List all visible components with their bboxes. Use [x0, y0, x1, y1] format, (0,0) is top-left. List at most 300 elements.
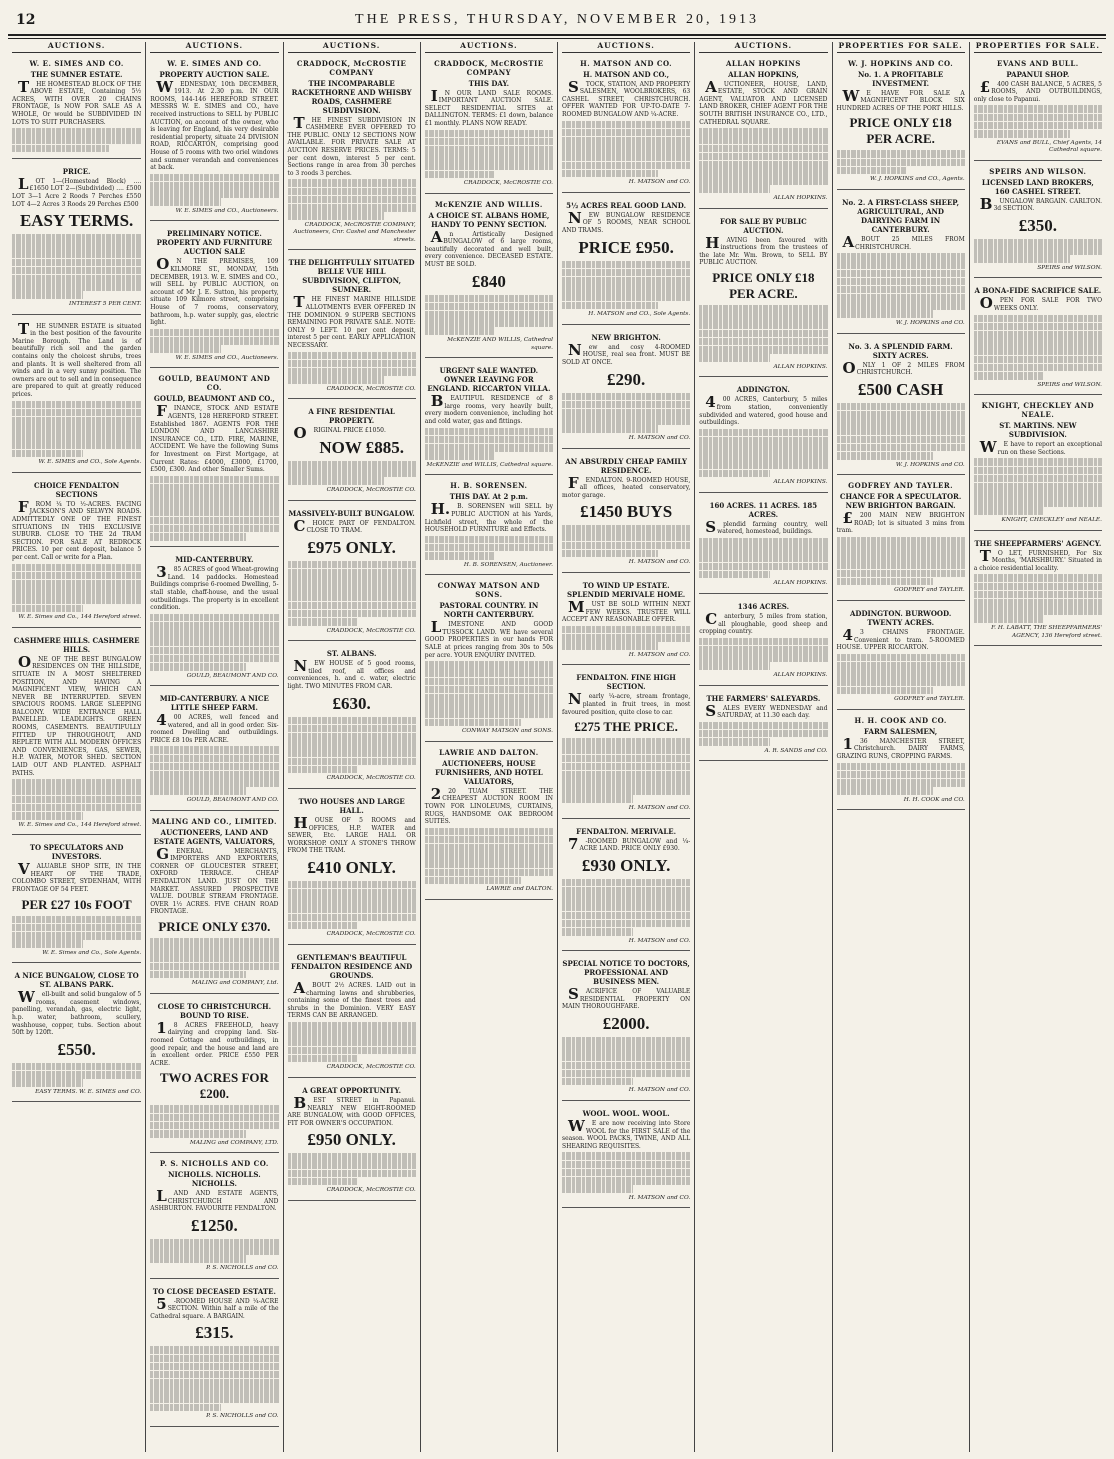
- body-text-line: [837, 167, 908, 175]
- ad-body-text: WE are now receiving into Store WOOL for the FIRST SALE of the season. WOOL PACKS, TWINE, AND ALL SHEARING REQUISITES.: [562, 1117, 691, 1150]
- ad-signature: CRADDOCK, McCROSTIE CO.: [326, 385, 416, 392]
- ad-signature: McKENZIE AND WILLIS, Cathedral square.: [447, 337, 553, 351]
- body-text-line: [288, 741, 416, 749]
- body-text-line: [562, 626, 690, 634]
- ad-body-text: AUCTIONEER, HOUSE, LAND, ESTATE, STOCK AND GRAIN AGENT, VALUATOR AND LICENSED LAND BROKER, CHIEF AGENT FOR THE SOUTH BRITISH INSURANCE CO., LTD., CATHEDRAL SQUARE.: [699, 77, 828, 126]
- ad-headline: SPECIAL NOTICE TO DOCTORS, PROFESSIONAL AND BUSINESS MEN.: [562, 959, 690, 987]
- body-text-line: [12, 234, 141, 242]
- body-text-line: [425, 852, 553, 860]
- column-4: [420, 42, 557, 1452]
- body-text-line: [150, 492, 278, 500]
- body-text-line: [699, 722, 827, 730]
- body-text-line: [425, 877, 521, 885]
- ad-signature: H. MATSON and CO., Sole Agents.: [588, 311, 691, 318]
- ad-headline: THIS DAY. At 2 p.m.: [449, 492, 528, 502]
- body-text-line: [288, 922, 359, 930]
- ad-price: PRICE £950.: [578, 237, 674, 257]
- advertisement: [837, 604, 965, 710]
- body-text-line: [974, 615, 1045, 623]
- ad-signature: ALLAN HOPKINS.: [773, 671, 828, 678]
- ad-signature: H. MATSON and CO.: [628, 1194, 691, 1201]
- body-text-line: [562, 634, 690, 642]
- ad-body-text: Well-built and solid bungalow of 5 rooms, casement windows, panelling, verandah, gas, electric light, h.p. water, bathroom, scullery, washhouse, copper, tubs. Section about 50ft by 120ft.: [12, 988, 142, 1037]
- body-text-line: [425, 869, 553, 877]
- body-text-line: [150, 779, 278, 787]
- body-text-line: [974, 114, 1102, 122]
- ad-headline: PAPANUI SHOP.: [1006, 69, 1070, 79]
- ad-body-text: SACRIFICE OF VALUABLE RESIDENTIAL PROPERTY ON MAIN THOROUGHFARE.: [562, 985, 691, 1011]
- body-text-line: [837, 687, 933, 695]
- body-text-line: [425, 138, 553, 146]
- advertisement: [12, 318, 141, 473]
- body-text-line: [562, 542, 690, 550]
- advertisement: [974, 534, 1102, 647]
- ad-headline: PROPERTY AUCTION SALE.: [159, 69, 270, 79]
- advertiser-name: H. H. COOK AND CO.: [854, 715, 947, 725]
- body-text-line: [12, 932, 141, 940]
- body-text-line: [974, 475, 1102, 483]
- body-text-line: [837, 654, 965, 662]
- body-text-line: [288, 561, 416, 569]
- body-text-line: [974, 491, 1102, 499]
- body-text-line: [974, 483, 1102, 491]
- body-text-line: [150, 329, 278, 337]
- ad-price: £1450 BUYS: [580, 502, 673, 522]
- ad-headline: PRELIMINARY NOTICE. PROPERTY AND FURNITURE AUCTION SALE: [156, 229, 273, 257]
- ad-body-text: BEST STREET in Papanui. NEARLY NEW EIGHT-ROOMED ARE BUNGALOW, with GOOD OFFICES, FIT FOR OWNER'S OCCUPATION.: [287, 1093, 416, 1127]
- ad-headline: AN ABSURDLY CHEAP FAMILY RESIDENCE.: [565, 456, 687, 475]
- advertisement: [288, 1081, 416, 1201]
- body-text-line: [425, 452, 496, 460]
- ad-body-text: STOCK, STATION, AND PROPERTY SALESMEN, WOOLBROKERS, 63 CASHEL STREET, CHRISTCHURCH. OFFER WANTED FOR UP-TO-DATE 7-ROOMED BUNGALOW AND ¼-ACRE.: [562, 77, 691, 118]
- ad-headline: TWO HOUSES AND LARGE HALL.: [298, 796, 405, 815]
- ad-headline: CHOICE FENDALTON SECTIONS: [34, 480, 120, 499]
- body-text-line: [837, 452, 933, 460]
- ad-price: £2000.: [602, 1013, 650, 1033]
- body-text-line: [837, 403, 965, 411]
- body-text-line: [562, 763, 690, 771]
- ad-headline: ADDINGTON. BURWOOD. TWENTY ACRES.: [849, 609, 952, 628]
- ad-body-text: 7-ROOMED BUNGALOW and ¼-ACRE LAND. PRICE ONLY £930.: [568, 834, 691, 853]
- body-text-line: [288, 368, 416, 376]
- ad-body-text: MUST BE SOLD WITHIN NEXT FEW WEEKS. TRUSTEE WILL ACCEPT ANY REASONABLE OFFER.: [562, 598, 691, 624]
- ad-price: £950 ONLY.: [307, 1130, 396, 1150]
- body-text-line: [288, 1170, 416, 1178]
- body-text-line: [425, 828, 553, 836]
- column-8: [969, 42, 1106, 1452]
- ad-signature: SPEIRS and WILSON.: [1037, 381, 1102, 388]
- body-text-line: [288, 733, 416, 741]
- body-text-line: [837, 159, 965, 167]
- body-text-line: [837, 553, 965, 561]
- ad-price: £275 THE PRICE.: [574, 719, 678, 735]
- ad-body-text: Canterbury, 5 miles from station, all ploughable, good sheep and cropping country.: [699, 609, 828, 636]
- body-text-line: [699, 738, 770, 746]
- body-text-line: [699, 128, 827, 136]
- ad-signature: INTEREST 5 PER CENT.: [69, 301, 142, 307]
- body-text-line: [150, 508, 278, 516]
- ad-body-text: 220 TUAM STREET. THE CHEAPEST AUCTION ROOM IN TOWN FOR LINOLEUMS, CURTAINS, RUGS, HANDSOME OAK BEDROOM SUITES.: [424, 784, 553, 826]
- body-text-line: [288, 766, 359, 774]
- body-text-line: [288, 749, 416, 757]
- ad-headline: TO SPECULATORS AND INVESTORS.: [29, 843, 124, 862]
- body-text-line: [562, 1053, 690, 1061]
- body-text-line: [150, 533, 246, 541]
- advertisement: [425, 361, 553, 475]
- column-2: [145, 42, 282, 1452]
- body-text-line: [288, 376, 384, 384]
- body-text-line: [425, 146, 553, 154]
- ad-signature: CRADDOCK, McCROSTIE CO.: [326, 1064, 416, 1071]
- body-text-line: [837, 779, 965, 787]
- ad-headline: CLOSE TO CHRISTCHURCH. BOUND TO RISE.: [157, 1001, 272, 1020]
- advertisement: [837, 193, 965, 334]
- body-text-line: [425, 130, 553, 138]
- body-text-line: [150, 198, 221, 206]
- advertiser-name: GOULD, BEAUMONT AND CO.: [158, 374, 271, 393]
- body-text-line: [288, 905, 416, 913]
- body-text-line: [288, 897, 416, 905]
- body-text-line: [837, 771, 965, 779]
- advertiser-name: SPEIRS AND WILSON.: [989, 166, 1087, 176]
- body-text-line: [425, 171, 496, 179]
- body-text-line: [288, 569, 416, 577]
- body-text-line: [150, 1371, 278, 1379]
- ad-headline: PRICE.: [62, 166, 91, 176]
- advertisement: [562, 668, 690, 818]
- body-text-line: [699, 571, 770, 579]
- body-text-line: [562, 912, 690, 920]
- ad-headline: 160 ACRES. 11 ACRES. 185 ACRES.: [709, 500, 818, 519]
- body-text-line: [425, 860, 553, 868]
- ad-signature: McKENZIE and WILLIS, Cathedral square.: [426, 461, 553, 468]
- ad-signature: H. MATSON and CO.: [628, 559, 691, 566]
- body-text-line: [562, 417, 690, 425]
- ad-signature: GOULD, BEAUMONT AND CO.: [186, 672, 279, 679]
- ad-signature: H. MATSON and CO.: [628, 1087, 691, 1094]
- ad-signature: SPEIRS and WILSON.: [1037, 264, 1102, 271]
- body-text-line: [837, 302, 965, 310]
- advertisement: [974, 56, 1102, 161]
- body-text-line: [12, 409, 141, 417]
- ad-signature: ALLAN HOPKINS.: [773, 363, 828, 370]
- advertisement: [425, 745, 553, 900]
- body-text-line: [425, 661, 553, 669]
- body-text-line: [699, 554, 827, 562]
- ad-headline: 5½ ACRES REAL GOOD LAND.: [566, 200, 687, 210]
- body-text-line: [562, 1185, 633, 1193]
- ad-body-text: 5-ROOMED HOUSE AND ¼-ACRE SECTION. Within half a mile of the Cathedral square. A BARGAIN.: [150, 1294, 279, 1320]
- body-text-line: [288, 477, 384, 485]
- ad-body-text: BEAUTIFUL RESIDENCE of 8 large rooms, very heavily built, every modern convenience, including hot and cold water, gas and fittings.: [424, 392, 553, 425]
- ad-signature: ALLAN HOPKINS.: [773, 195, 828, 202]
- body-text-line: [837, 427, 965, 435]
- body-text-line: [150, 1363, 278, 1371]
- body-text-line: [837, 570, 965, 578]
- body-text-line: [837, 419, 965, 427]
- body-text-line: [699, 338, 827, 346]
- body-text-line: [974, 239, 1102, 247]
- ad-body-text: ONE OF THE BEST BUNGALOW RESIDENCES ON THE HILLSIDE, SITUATE IN A MOST SHELTERED POSITION, AND HAVING A MAGNIFICENT VIEW, WHICH CAN NEVER BE INTERRUPTED. SEVEN SPACIOUS ROOMS. LARGE SLEEPING BALCONY. WIDE ENTRANCE HALL PANELLED. LEADLIGHTS. GREEN ROOMS, CASEMENTS. BEAUTIFULLY FITTED UP THROUGHOUT, AND REPLETE WITH ALL MODERN OFFICES AND CONVENIENCES, GAS, SEWER, H.P. WATER, MOTOR SHED. SECTION LAID OUT AND PLANTED. ASPHALT PATHS.: [12, 652, 142, 777]
- ad-headline: NICHOLLS. NICHOLLS. NICHOLLS.: [168, 1170, 261, 1189]
- body-text-line: [12, 441, 141, 449]
- body-text-line: [288, 1047, 416, 1055]
- body-text-line: [562, 129, 690, 137]
- advertiser-name: P. S. NICHOLLS AND CO.: [159, 1159, 269, 1169]
- body-text-line: [150, 663, 246, 671]
- advertiser-name: CRADDOCK, McCROSTIE COMPANY: [296, 58, 407, 77]
- body-text-line: [425, 844, 553, 852]
- advertisement: [699, 380, 827, 493]
- body-text-line: [974, 599, 1102, 607]
- body-text-line: [150, 1355, 278, 1363]
- ad-signature: MALING and COMPANY, LTD.: [189, 1139, 279, 1146]
- ad-price: PER £27 10s FOOT: [21, 896, 132, 912]
- ad-signature: A. R. SANDS and CO.: [764, 747, 828, 754]
- body-text-line: [837, 150, 965, 158]
- ad-body-text: Nearly ¼-acre, stream frontage, planted in fruit trees, in most favoured position, quite close to car.: [562, 690, 691, 716]
- body-text-line: [288, 179, 416, 187]
- body-text-line: [562, 1177, 690, 1185]
- advertiser-name: MALING AND CO., LIMITED.: [151, 816, 277, 826]
- ad-body-text: FINANCE, STOCK AND ESTATE AGENTS, 128 HEREFORD STREET. Established 1867. AGENTS FOR THE LONDON AND LANCASHIRE INSURANCE CO., LTD. FIRE, MARINE, ACCIDENT. We have the following Sums for Investment on First Mortgage, at Current Rates: £4000, £3000, £1700, £500, £300. And other Smaller Sums.: [150, 402, 279, 474]
- body-text-line: [562, 779, 690, 787]
- body-text-line: [974, 467, 1102, 475]
- body-text-line: [562, 795, 633, 803]
- body-text-line: [974, 347, 1102, 355]
- body-text-line: [562, 1062, 690, 1070]
- body-text-line: [150, 622, 278, 630]
- body-text-line: [12, 275, 141, 283]
- body-text-line: [699, 646, 827, 654]
- ad-body-text: ORIGINAL PRICE £1050.: [293, 424, 386, 443]
- body-text-line: [12, 1071, 141, 1079]
- body-text-line: [12, 916, 141, 924]
- body-text-line: [837, 411, 965, 419]
- body-text-line: [974, 323, 1102, 331]
- advertisement: [150, 550, 278, 686]
- advertisement: [288, 948, 416, 1078]
- body-text-line: [562, 903, 690, 911]
- ad-price: TWO ACRES FOR £200.: [159, 1070, 269, 1102]
- ad-headline: No. 1. A PROFITABLE INVESTMENT.: [857, 69, 944, 88]
- ad-headline: FENDALTON. FINE HIGH SECTION.: [576, 673, 676, 692]
- body-text-line: [12, 605, 83, 613]
- ad-headline: ALLAN HOPKINS,: [728, 69, 799, 79]
- ad-signature: CRADDOCK, McCROSTIE COMPANY, Auctioneers, Cnr. Cashel and Manchester streets.: [293, 221, 416, 243]
- ad-body-text: THE HOMESTEAD BLOCK OF THE ABOVE ESTATE, Containing 5½ ACRES, WITH OVER 20 CHAINS FRONTAGE, Is NOW FOR SALE AS A WHOLE, Or would be SUBDIVIDED IN LOTS TO SUIT PURCHASERS.: [12, 77, 142, 126]
- body-text-line: [562, 771, 690, 779]
- body-text-line: [150, 500, 278, 508]
- body-text-line: [562, 145, 690, 153]
- body-text-line: [288, 758, 416, 766]
- advertisement: [699, 689, 827, 762]
- column-5: [557, 42, 694, 1452]
- column-heading: PROPERTIES FOR SALE.: [837, 42, 965, 53]
- body-text-line: [425, 686, 553, 694]
- newspaper-title: THE PRESS, THURSDAY, NOVEMBER 20, 1913: [355, 12, 759, 27]
- ad-body-text: NEW HOUSE of 5 good rooms, tiled roof, all offices and conveniences, h. and c. water, electric light. TWO MINUTES FROM CAR.: [287, 657, 416, 690]
- body-text-line: [425, 552, 496, 560]
- advertisement: [425, 197, 553, 359]
- page-number: 12: [16, 12, 36, 28]
- ad-price: £975 ONLY.: [307, 537, 396, 557]
- body-text-line: [699, 330, 827, 338]
- ad-price: £350.: [1018, 215, 1057, 235]
- ad-headline: AUCTIONEERS, HOUSE FURNISHERS, AND HOTEL VALUATORS,: [435, 758, 543, 786]
- ad-body-text: NEW BUNGALOW RESIDENCE OF 5 ROOMS, NEAR SCHOOL AND TRAMS.: [562, 208, 691, 235]
- body-text-line: [562, 1078, 633, 1086]
- ad-signature: CONWAY MATSON and SONS.: [461, 728, 553, 735]
- body-text-line: [562, 550, 658, 558]
- advertisement: [699, 597, 827, 686]
- body-text-line: [12, 812, 83, 820]
- ad-body-text: HOUSE OF 5 ROOMS and OFFICES, H.P. WATER and SEWER, Etc. LARGE HALL OR WORKSHOP. ONLY A STONE'S THROW FROM THE TRAM.: [287, 813, 416, 855]
- ad-body-text: New and cosy 4-ROOMED HOUSE, real sea front. MUST BE SOLD AT ONCE.: [562, 340, 691, 366]
- body-text-line: [12, 1063, 141, 1071]
- body-text-line: [837, 253, 965, 261]
- advertisement: [837, 713, 965, 811]
- body-text-line: [288, 461, 416, 469]
- advertiser-name: CONWAY MATSON AND SONS.: [437, 581, 541, 600]
- column-heading: AUCTIONS.: [150, 42, 278, 53]
- body-text-line: [974, 331, 1102, 339]
- body-text-line: [12, 580, 141, 588]
- body-text-line: [288, 602, 416, 610]
- body-text-line: [150, 517, 278, 525]
- body-text-line: [562, 393, 690, 401]
- body-text-line: [425, 719, 521, 727]
- body-text-line: [425, 428, 553, 436]
- body-text-line: [974, 105, 1102, 113]
- body-text-line: [150, 190, 278, 198]
- advertisement: [150, 56, 278, 222]
- ad-signature: H. MATSON and CO.: [628, 805, 691, 812]
- ad-headline: A NICE BUNGALOW, CLOSE TO ST. ALBANS PARK.: [14, 971, 139, 990]
- body-text-line: [974, 607, 1102, 615]
- advertisement: [562, 954, 690, 1101]
- body-text-line: [562, 787, 690, 795]
- body-text-line: [562, 928, 633, 936]
- body-text-line: [425, 295, 553, 303]
- ad-signature: MALING and COMPANY, Ltd.: [191, 980, 279, 987]
- ad-signature: GOULD, BEAUMONT AND CO.: [186, 797, 279, 803]
- ad-price: £410 ONLY.: [307, 857, 396, 877]
- ad-body-text: WEDNESDAY, 10th DECEMBER, 1913. At 2.30 p.m. IN OUR ROOMS, 144-146 HEREFORD STREET. MESSRS W. E. SIMES and CO., have received instructions to SELL by PUBLIC AUCTION, on account of the owner, who is leaving for England, his very desirable residential property, situate 24 DIVISION ROAD, RICCARTON, comprising good House of 5 rooms with two oriel windows and summer verandah and conveniences at back.: [150, 77, 279, 172]
- ad-signature: W. E. SIMES and CO., Sole Agents.: [38, 459, 142, 466]
- advertisement: [562, 196, 690, 325]
- ad-signature: EVANS and BULL, Chief Agents, 14 Cathedral square.: [996, 139, 1102, 154]
- ad-body-text: ABOUT 25 MILES FROM CHRISTCHURCH.: [842, 232, 965, 251]
- ad-body-text: £200 MAIN NEW BRIGHTON ROAD; lot is situated 3 mins from tram.: [836, 509, 965, 535]
- ad-headline: THE INCOMPARABLE RACKETHORNE AND WHISBY ROADS, CASHMERE SUBDIVISION.: [291, 78, 412, 115]
- body-text-line: [837, 270, 965, 278]
- body-text-line: [150, 1239, 278, 1247]
- body-text-line: [150, 963, 278, 971]
- body-text-line: [562, 277, 690, 285]
- body-text-line: [562, 293, 690, 301]
- advertisement: [562, 822, 690, 952]
- ad-signature: W. E. Simes and Co., 144 Hereford street.: [18, 614, 142, 621]
- ad-price: PRICE ONLY £370.: [158, 918, 271, 934]
- body-text-line: [12, 259, 141, 267]
- ad-signature: W. J. HOPKINS and CO.: [895, 461, 965, 468]
- ad-headline: WOOL. WOOL. WOOL.: [582, 1109, 670, 1119]
- ad-body-text: VALUABLE SHOP SITE, IN THE HEART OF THE TRADE, COLOMBO STREET, SYDENHAM, WITH FRONTAGE OF 54 FEET.: [12, 860, 142, 893]
- ad-signature: KNIGHT, CHECKLEY and NEALE.: [1001, 517, 1102, 524]
- body-text-line: [699, 354, 770, 362]
- body-text-line: [974, 130, 1070, 138]
- body-text-line: [288, 725, 416, 733]
- ad-body-text: 18 ACRES FREEHOLD, heavy dairying and cropping land. Six-roomed Cottage and outbuildings, in good repair, and the house and land are in excellent order. PRICE £550 PER ACRE.: [150, 1018, 279, 1067]
- body-text-line: [974, 247, 1102, 255]
- advertisement: [837, 337, 965, 476]
- ad-signature: H. MATSON and CO.: [628, 937, 691, 944]
- body-text-line: [12, 940, 83, 948]
- body-text-line: [288, 593, 416, 601]
- ad-signature: CRADDOCK, McCROSTIE CO.: [463, 180, 553, 187]
- body-text-line: [562, 162, 690, 170]
- body-text-line: [150, 614, 278, 622]
- column-6: [694, 42, 831, 1452]
- body-text-line: [425, 669, 553, 677]
- ad-headline: GOULD, BEAUMONT AND CO.,: [153, 394, 275, 404]
- body-text-line: [288, 881, 416, 889]
- ad-signature: CRADDOCK, McCROSTIE CO.: [326, 627, 416, 634]
- ad-body-text: LIMESTONE AND GOOD TUSSOCK LAND. WE have several GOOD PROPERTIES in our hands FOR SALE at prices ranging from 30s to 50s per acre. YOUR ENQUIRY INVITED.: [424, 618, 553, 659]
- body-text-line: [150, 655, 278, 663]
- body-text-line: [562, 879, 690, 887]
- body-text-line: [12, 291, 83, 299]
- ad-body-text: 43 CHAINS FRONTAGE. Convenient to tram. 5-ROOMED HOUSE. UPPER RICCARTON.: [836, 626, 965, 652]
- ad-body-text: LAND AND ESTATE AGENTS, CHRISTCHURCH AND ASHBURTON. FAVOURITE FENDALTON.: [150, 1187, 279, 1213]
- advertisement: [699, 56, 827, 209]
- body-text-line: [425, 694, 553, 702]
- body-text-line: [837, 286, 965, 294]
- body-text-line: [12, 564, 141, 572]
- advertisement: [12, 56, 141, 159]
- ad-signature: EASY TERMS. W. E. SIMES and CO.: [35, 1088, 142, 1095]
- body-text-line: [837, 763, 965, 771]
- ad-body-text: THE FINEST SUBDIVISION IN CASHMERE EVER OFFERED TO THE PUBLIC. ONLY 12 SECTIONS NOW AVAILABLE. FOR PRIVATE SALE AT AUCTION RESERVE PRICES. TERMS: 5 per cent down, interest 5 per cent. Sections range in area from 30 perches to 3 roods 3 perches.: [287, 113, 416, 177]
- body-text-line: [150, 1379, 278, 1387]
- ad-price: £1250.: [191, 1215, 238, 1235]
- ad-price: £500 CASH: [857, 379, 944, 399]
- ad-headline: LICENSED LAND BROKERS, 160 CASHEL STREET.: [981, 177, 1094, 196]
- column-heading: AUCTIONS.: [699, 42, 827, 53]
- body-text-line: [425, 836, 553, 844]
- body-text-line: [699, 177, 827, 185]
- body-text-line: [974, 339, 1102, 347]
- advertisement: [425, 578, 553, 741]
- ad-signature: W. E. SIMES and CO., Auctioneers.: [175, 354, 279, 361]
- column-heading: PROPERTIES FOR SALE.: [974, 42, 1102, 53]
- body-text-line: [150, 938, 278, 946]
- body-text-line: [837, 545, 965, 553]
- body-text-line: [974, 458, 1102, 466]
- ad-body-text: 385 ACRES of good Wheat-growing Land. 14 paddocks. Homestead Buildings comprise 6-roomed Dwelling, 5-stall stable, chaff-house, and the usual outbuildings. The property is in excellent condition.: [150, 563, 279, 612]
- advertiser-name: ALLAN HOPKINS: [725, 58, 801, 68]
- masthead: [8, 6, 1106, 36]
- body-text-line: [288, 577, 416, 585]
- body-text-line: [974, 255, 1070, 263]
- advertisement: [12, 162, 141, 315]
- advertisement: [288, 644, 416, 789]
- body-text-line: [150, 763, 278, 771]
- body-text-line: [12, 136, 141, 144]
- ad-body-text: ONLY 1 OF 2 MILES FROM CHRISTCHURCH.: [842, 358, 965, 377]
- body-text-line: [288, 360, 416, 368]
